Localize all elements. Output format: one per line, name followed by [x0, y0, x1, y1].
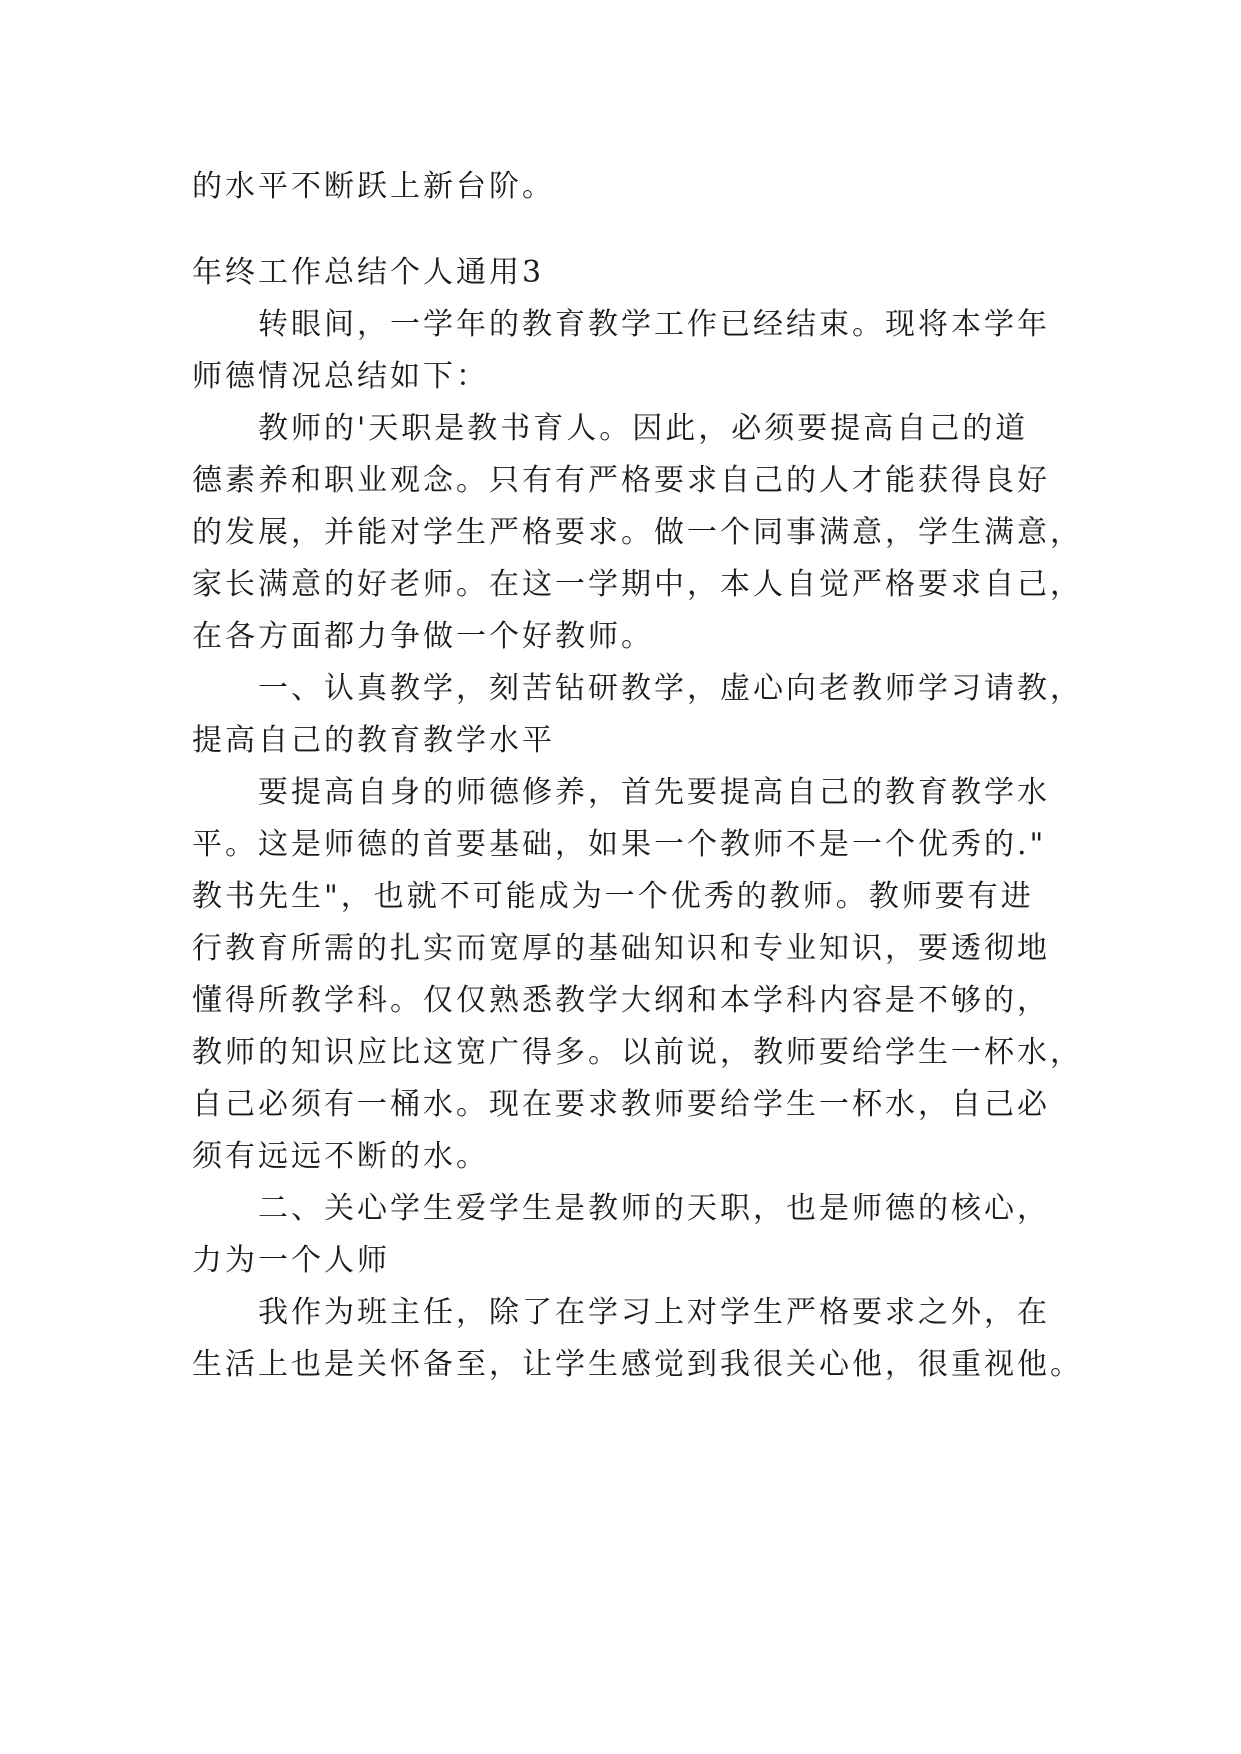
paragraph-line: 转眼间，一学年的教育教学工作已经结束。现将本学年 [258, 307, 1050, 342]
subheading-line: 提高自己的教育教学水平 [192, 723, 555, 758]
section-heading: 年终工作总结个人通用3 [192, 255, 545, 290]
paragraph-line: 自己必须有一桶水。现在要求教师要给学生一杯水，自己必 [192, 1087, 1050, 1122]
paragraph-line: 要提高自身的师德修养，首先要提高自己的教育教学水 [258, 775, 1050, 810]
paragraph-line: 在各方面都力争做一个好教师。 [192, 619, 654, 654]
paragraph-line: 师德情况总结如下： [192, 359, 489, 394]
text-line: 的水平不断跃上新台阶。 [192, 169, 555, 204]
paragraph-line: 德素养和职业观念。只有有严格要求自己的人才能获得良好 [192, 463, 1050, 498]
paragraph-line: 的发展，并能对学生严格要求。做一个同事满意，学生满意， [192, 515, 1083, 550]
paragraph-line: 生活上也是关怀备至，让学生感觉到我很关心他，很重视他。 [192, 1347, 1083, 1382]
subheading-line: 力为一个人师 [192, 1243, 390, 1278]
subheading-line: 一、认真教学，刻苦钻研教学，虚心向老教师学习请教， [258, 671, 1083, 706]
subheading-line: 二、关心学生爱学生是教师的天职，也是师德的核心， [258, 1191, 1050, 1226]
paragraph-line: 教书先生"，也就不可能成为一个优秀的教师。教师要有进 [192, 879, 1034, 914]
paragraph-line: 懂得所教学科。仅仅熟悉教学大纲和本学科内容是不够的， [192, 983, 1050, 1018]
paragraph-line: 教师的知识应比这宽广得多。以前说，教师要给学生一杯水， [192, 1035, 1083, 1070]
paragraph-line: 平。这是师德的首要基础，如果一个教师不是一个优秀的." [192, 827, 1047, 862]
paragraph-line: 行教育所需的扎实而宽厚的基础知识和专业知识，要透彻地 [192, 931, 1050, 966]
paragraph-line: 家长满意的好老师。在这一学期中，本人自觉严格要求自己， [192, 567, 1083, 602]
paragraph-line: 须有远远不断的水。 [192, 1139, 489, 1174]
paragraph-line: 教师的'天职是教书育人。因此，必须要提高自己的道 [258, 411, 1029, 446]
paragraph-line: 我作为班主任，除了在学习上对学生严格要求之外，在 [258, 1295, 1050, 1330]
